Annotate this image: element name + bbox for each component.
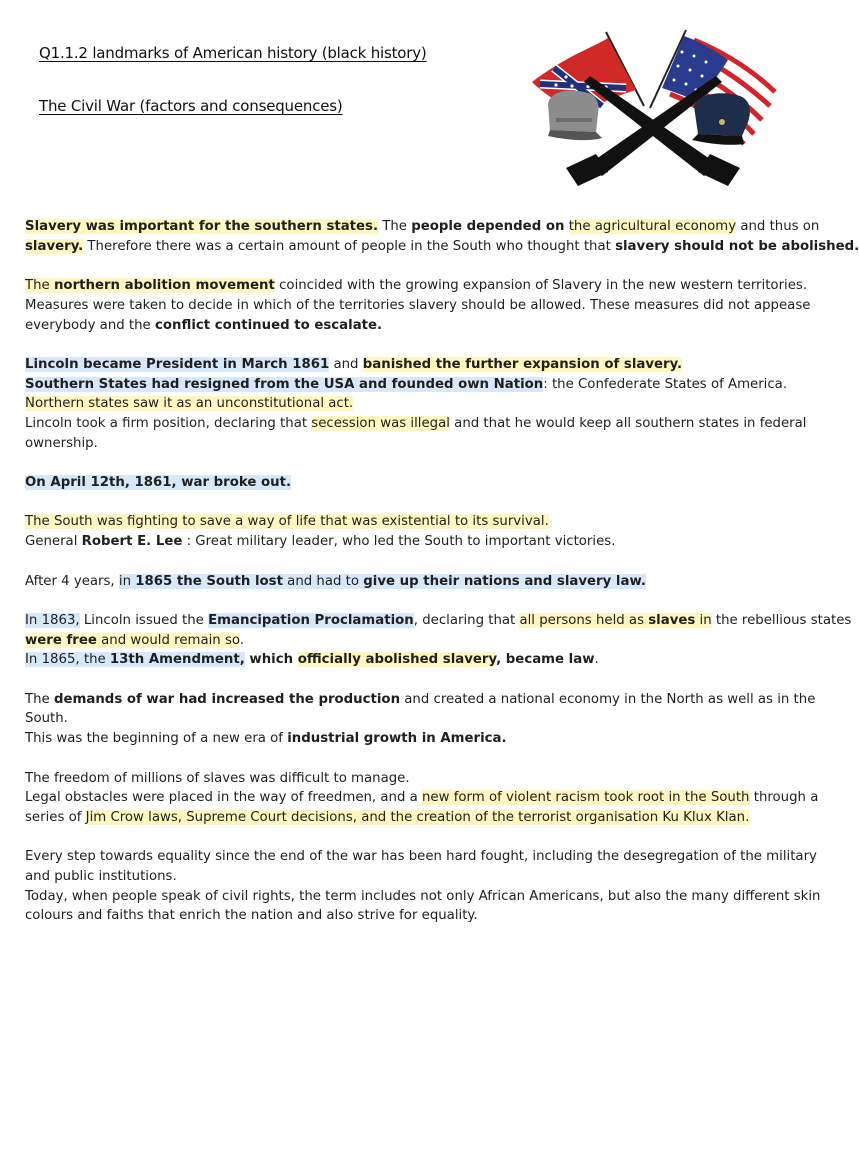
- bold-text: which: [244, 652, 298, 668]
- text-line: [25, 709, 815, 729]
- text-line: [25, 906, 815, 926]
- text-segment: : the Confederate States of America.: [543, 376, 788, 392]
- text-line: [25, 375, 815, 395]
- highlighted-text: 13th Amendment,: [109, 652, 245, 668]
- text-segment: The: [378, 219, 412, 234]
- text-segment: South.: [25, 711, 68, 727]
- text-segment: Today, when people speak of civil rights, the term includes not only African Americans, but also the many different skin: [25, 888, 821, 904]
- highlighted-text: The South was fighting to save a way of life that was existential to its survival.: [25, 514, 549, 530]
- bold-text: conflict continued to escalate.: [154, 317, 383, 333]
- text-line: [25, 394, 815, 414]
- text-line: [25, 808, 815, 828]
- highlighted-text: On April 12th, 1861, war broke out.: [25, 475, 292, 491]
- text-segment: colours and faiths that enrich the nation and also strive for equality.: [25, 908, 478, 924]
- text-line: [25, 572, 815, 592]
- document-body: [25, 217, 859, 946]
- paragraph: [25, 276, 815, 335]
- text-segment: and created a national economy in the North as well as in the: [400, 691, 816, 707]
- text-line: [25, 729, 815, 749]
- text-segment: .: [239, 632, 245, 648]
- highlighted-text: Northern states saw it as an unconstitutional act.: [25, 396, 354, 412]
- text-segment: everybody and the: [25, 317, 155, 333]
- highlighted-text: slavery.: [25, 238, 84, 254]
- document-subtitle: The Civil War (factors and consequences): [39, 97, 343, 115]
- text-segment: , declaring that: [413, 612, 520, 628]
- text-line: [25, 414, 815, 434]
- text-segment: General: [25, 534, 82, 550]
- text-segment: The: [25, 691, 54, 707]
- text-segment: : Great military leader, who led the South to important victories.: [182, 534, 616, 550]
- text-line: [25, 296, 815, 316]
- highlighted-text: secession was illegal: [311, 416, 450, 431]
- text-line: [25, 316, 815, 336]
- highlighted-text: Emancipation Proclamation: [208, 612, 414, 628]
- bold-text: slavery should not be abolished.: [615, 238, 859, 254]
- paragraph: [25, 769, 819, 828]
- text-segment: and: [329, 356, 363, 372]
- highlighted-text: Lincoln became President in March 1861: [25, 356, 330, 372]
- text-segment: Legal obstacles were placed in the way of freedmen, and a: [25, 790, 422, 806]
- text-line: [25, 631, 815, 651]
- highlighted-text: banished the further expansion of slavery.: [362, 356, 683, 372]
- bold-text: people depended on: [411, 219, 565, 234]
- highlighted-text: and would remain so: [96, 632, 240, 648]
- text-segment: coincided with the growing expansion of Slavery in the new western territories.: [274, 278, 808, 294]
- text-line: [25, 532, 815, 552]
- text-segment: Lincoln issued the: [79, 612, 209, 628]
- highlighted-text: Slavery was important for the southern states.: [25, 219, 379, 234]
- paragraph: [25, 572, 815, 592]
- paragraph: [25, 512, 815, 551]
- highlighted-text: and had to: [282, 573, 364, 589]
- highlighted-text: Jim Crow laws, Supreme Court decisions, and the creation of the terrorist organisation Ku Klux Klan.: [85, 809, 750, 825]
- text-line: [25, 887, 821, 907]
- text-line: [25, 611, 852, 631]
- text-line: [25, 434, 815, 454]
- text-line: [25, 217, 820, 237]
- paragraph: [25, 611, 852, 670]
- highlighted-text: northern abolition movement: [53, 278, 275, 294]
- bold-text: demands of war had increased the production: [53, 691, 401, 707]
- text-line: [25, 276, 815, 296]
- text-segment: Lincoln took a firm position, declaring that: [25, 416, 312, 431]
- highlighted-text: Southern States had resigned from the USA and founded own Nation: [25, 376, 544, 392]
- text-line: [25, 355, 815, 375]
- text-segment: series of: [25, 809, 86, 825]
- highlighted-text: new form of violent racism took root in the South: [422, 790, 750, 806]
- text-line: [25, 650, 815, 670]
- text-segment: Measures were taken to decide in which of the territories slavery should be allowed. These measures did not appease: [25, 297, 811, 313]
- text-line: [25, 847, 815, 867]
- highlighted-text: in: [695, 612, 712, 628]
- text-segment: Therefore there was a certain amount of people in the South who thought that: [83, 238, 616, 254]
- highlighted-text: slaves: [648, 612, 696, 628]
- text-segment: ownership.: [25, 435, 98, 451]
- text-segment: the rebellious states: [711, 612, 852, 628]
- highlighted-text: officially abolished slavery: [297, 652, 497, 668]
- paragraph: [25, 217, 859, 256]
- highlighted-text: The: [25, 278, 54, 294]
- text-segment: and that he would keep all southern states in federal: [449, 416, 807, 431]
- bold-text: industrial growth in America.: [287, 731, 507, 747]
- text-segment: Every step towards equality since the end of the war has been hard fought, including the desegregation of the military: [25, 849, 817, 865]
- text-segment: and public institutions.: [25, 869, 177, 885]
- bold-text: , became law: [496, 652, 595, 668]
- highlighted-text: In 1863,: [25, 612, 80, 628]
- highlighted-text: In 1865, the: [25, 652, 110, 668]
- text-line: [25, 769, 815, 789]
- text-line: [25, 788, 819, 808]
- highlighted-text: the agricultural economy: [568, 219, 737, 234]
- highlighted-text: in: [118, 573, 136, 589]
- bold-text: Robert E. Lee: [81, 534, 183, 550]
- paragraph: [25, 690, 815, 749]
- text-segment: This was the beginning of a new era of: [25, 731, 288, 747]
- document-title: Q1.1.2 landmarks of American history (black history): [39, 44, 427, 62]
- text-segment: The freedom of millions of slaves was difficult to manage.: [25, 770, 410, 786]
- text-segment: After 4 years,: [25, 573, 119, 589]
- text-segment: and thus on: [736, 219, 820, 234]
- text-line: [25, 867, 815, 887]
- paragraph: [25, 355, 815, 454]
- highlighted-text: all persons held as: [519, 612, 649, 628]
- text-line: [25, 473, 815, 493]
- text-line: [25, 690, 815, 710]
- text-line: [25, 237, 859, 257]
- paragraph: [25, 473, 815, 493]
- highlighted-text: were free: [25, 632, 97, 648]
- highlighted-text: 1865 the South lost: [135, 573, 283, 589]
- text-segment: .: [594, 652, 599, 668]
- highlighted-text: give up their nations and slavery law.: [363, 573, 646, 589]
- civil-war-flags-rifles-icon: [526, 26, 780, 186]
- text-line: [25, 512, 815, 532]
- paragraph: [25, 847, 821, 926]
- text-segment: through a: [749, 790, 819, 806]
